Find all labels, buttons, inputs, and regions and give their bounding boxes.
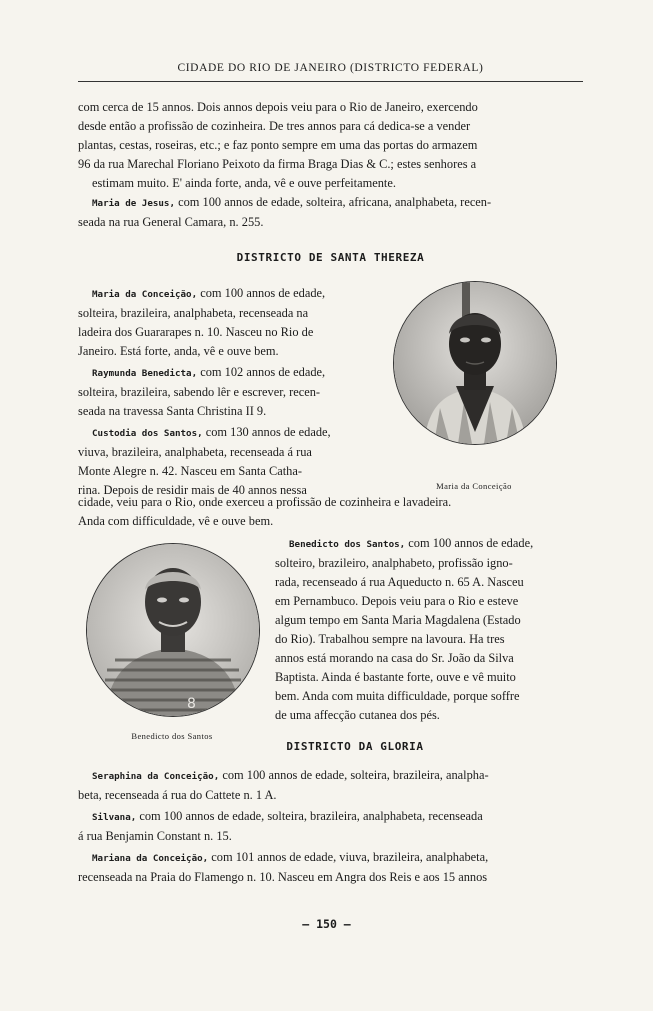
intro-paragraph: [78, 98, 583, 232]
entry-name: Maria da Conceição,: [92, 289, 198, 300]
text-line: annos está morando na casa do Sr. João da Silva: [275, 651, 514, 665]
text-line: com 101 annos de edade, viuva, brazileira, analphabeta,: [208, 850, 489, 864]
svg-text:8: 8: [187, 696, 196, 712]
text-line: desde então a profissão de cozinheira. De tres annos para cá dedica-se a vender: [78, 119, 471, 133]
section-title-gloria: DISTRICTO DA GLORIA: [286, 740, 424, 753]
text-line: estimam muito. E' ainda forte, anda, vê e ouve perfeitamente.: [92, 176, 396, 190]
entry-maria-da-conceicao: [78, 284, 376, 304]
text-line: seada na travessa Santa Christina II 9.: [78, 404, 267, 418]
photo-caption: Benedicto dos Santos: [131, 731, 213, 741]
entry-raymunda-benedicta: [78, 363, 376, 383]
portrait-maria-da-conceicao: [393, 281, 557, 445]
entry-name: Raymunda Benedicta,: [92, 368, 198, 379]
text-line: com 130 annos de edade,: [202, 425, 331, 439]
text-line: com 102 annos de edade,: [197, 365, 326, 379]
text-line: algum tempo em Santa Maria Magdalena (Estado: [275, 613, 521, 627]
text-line: recenseada na Praia do Flamengo n. 10. Nasceu em Angra dos Reis e aos 15 annos: [78, 870, 488, 884]
text-line: Anda com difficuldade, vê e ouve bem.: [78, 514, 274, 528]
text-line: cidade, veiu para o Rio, onde exerceu a profissão de cozinheira e lavadeira.: [78, 495, 452, 509]
entry-mariana-da-conceicao: [78, 848, 583, 868]
text-line: beta, recenseada á rua do Cattete n. 1 A.: [78, 788, 277, 802]
gloria-entries: [78, 766, 583, 887]
custodia-continuation: [78, 493, 583, 531]
portrait-benedicto-dos-santos: [86, 543, 260, 717]
portrait-image: [394, 282, 556, 444]
text-line: Janeiro. Está forte, anda, vê e ouve bem.: [78, 344, 279, 358]
entry-silvana: [78, 807, 583, 827]
text-line: solteiro, brazileiro, analphabeto, profissão igno-: [275, 556, 513, 570]
header-rule: [78, 81, 583, 82]
santa-thereza-entries: [78, 284, 376, 500]
text-line: rada, recenseado á rua Aqueducto n. 65 A. Nasceu: [275, 575, 524, 589]
text-line: seada na rua General Camara, n. 255.: [78, 215, 264, 229]
text-line: 96 da rua Marechal Floriano Peixoto da firma Braga Dias & C.; estes senhores a: [78, 157, 477, 171]
entry-seraphina-da-conceicao: [78, 766, 583, 786]
text-line: com 100 annos de edade,: [197, 286, 326, 300]
page-number: – 150 –: [302, 917, 351, 931]
text-line: com cerca de 15 annos. Dois annos depois veiu para o Rio de Janeiro, exercendo: [78, 100, 478, 114]
text-line: com 100 annos de edade, solteira, africana, analphabeta, recen-: [174, 195, 492, 209]
text-line: com 100 annos de edade, solteira, brazileira, analphabeta, recenseada: [136, 809, 483, 823]
entry-name: Seraphina da Conceição,: [92, 771, 220, 782]
text-line: com 100 annos de edade, solteira, brazileira, analpha-: [219, 768, 489, 782]
text-line: á rua Benjamin Constant n. 15.: [78, 829, 232, 843]
entry-name: Mariana da Conceição,: [92, 853, 209, 864]
photo-caption: Maria da Conceição: [436, 481, 512, 491]
entry-name: Maria de Jesus,: [92, 198, 175, 209]
text-line: viuva, brazileira, analphabeta, recenseada á rua: [78, 445, 312, 459]
running-header: CIDADE DO RIO DE JANEIRO (DISTRICTO FEDERAL): [177, 62, 484, 74]
text-line: em Pernambuco. Depois veiu para o Rio e esteve: [275, 594, 519, 608]
entry-name: Benedicto dos Santos,: [289, 539, 406, 550]
text-line: de uma affecção cutanea dos pés.: [275, 708, 440, 722]
text-line: do Rio). Trabalhou sempre na lavoura. Ha tres: [275, 632, 505, 646]
entry-name: Silvana,: [92, 812, 137, 823]
entry-first-line: [275, 534, 583, 554]
entry-custodia-dos-santos: [78, 423, 376, 443]
text-line: rina. Depois de residir mais de 40 annos nessa: [78, 483, 307, 497]
text-line: Baptista. Ainda é bastante forte, ouve e vê muito: [275, 670, 516, 684]
text-line: solteira, brazileira, analphabeta, recenseada na: [78, 306, 309, 320]
text-line: com 100 annos de edade,: [405, 536, 534, 550]
text-line: solteira, brazileira, sabendo lêr e escrever, recen-: [78, 385, 321, 399]
entry-benedicto-dos-santos: [275, 534, 583, 725]
text-line: ladeira dos Guararapes n. 10. Nasceu no Rio de: [78, 325, 314, 339]
entry-name: Custodia dos Santos,: [92, 428, 203, 439]
portrait-image: [87, 544, 259, 716]
text-line: bem. Anda com muita difficuldade, porque soffre: [275, 689, 520, 703]
text-line: Monte Alegre n. 42. Nasceu em Santa Catha-: [78, 464, 302, 478]
text-line: plantas, cestas, roseiras, etc.; e faz ponto sempre em uma das portas do armazem: [78, 138, 478, 152]
entry-maria-de-jesus: [78, 193, 583, 213]
section-title-santa-thereza: DISTRICTO DE SANTA THEREZA: [236, 251, 425, 264]
